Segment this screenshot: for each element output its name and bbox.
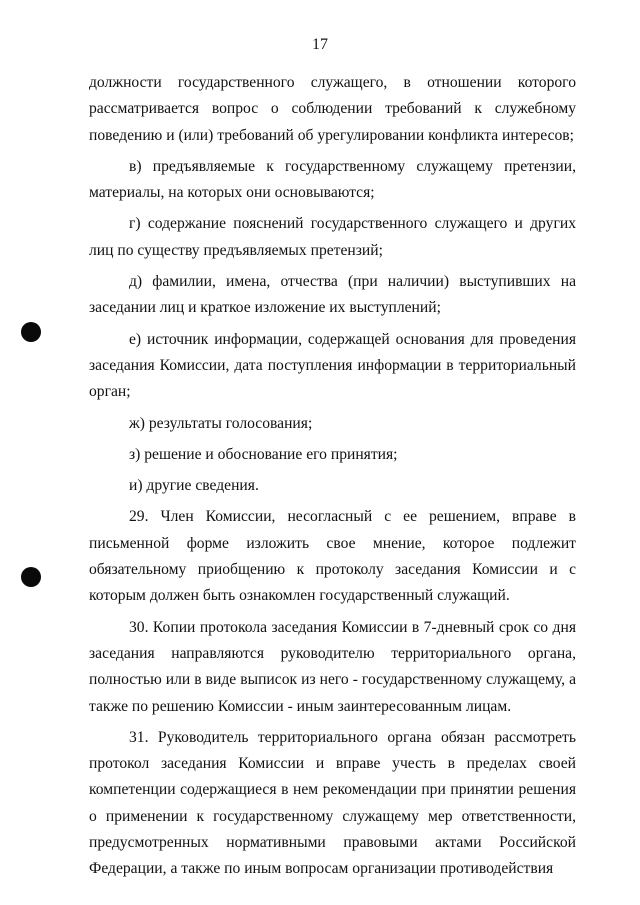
list-item-zh: ж) результаты голосования;	[129, 414, 313, 432]
list-item-d: д) фамилии, имена, отчества (при наличии) выступивших на заседании лиц и краткое изложение их выступлений;	[89, 273, 576, 317]
paragraph-30: 30. Копии протокола заседания Комиссии в 7-дневный срок со дня заседания направляются руководителю территориального органа, полностью или в виде выписок из него - государственному служащему, а также по решению Комиссии - иным заинтересованным лицам.	[89, 618, 576, 715]
list-item-g: г) содержание пояснений государственного служащего и других лиц по существу предъявляемых претензий;	[89, 215, 576, 259]
list-item-v: в) предъявляемые к государственному служащему претензии, материалы, на которых они основываются;	[89, 157, 576, 202]
list-item-z: з) решение и обоснование его принятия;	[129, 445, 398, 463]
paragraph-31: 31. Руководитель территориального органа обязан рассмотреть протокол заседания Комиссии и вправе учесть в пределах своей компетенции содержащиеся в нем рекомендации при принятии решения о применении к государственному служащему мер ответственности, предусмотренных нормативными правовыми актами Российской Федерации, а также по иным вопросам организации противодействия	[89, 728, 576, 878]
punch-hole-icon	[21, 567, 41, 587]
paragraph-29: 29. Член Комиссии, несогласный с ее решением, вправе в письменной форме изложить свое мнение, которое подлежит обязательному приобщению к протоколу заседания Комиссии и с которым должен быть ознакомлен государственный служащий.	[89, 508, 576, 605]
page-number: 17	[312, 36, 328, 53]
paragraph-continuation: должности государственного служащего, в отношении которого рассматривается вопрос о соблюдении требований к служебному поведению и (или) требований об урегулировании конфликта интересов;	[89, 74, 576, 144]
list-item-i: и) другие сведения.	[129, 477, 259, 495]
punch-hole-icon	[21, 322, 41, 342]
list-item-e: е) источник информации, содержащей основания для проведения заседания Комиссии, дата поступления информации в территориальный орган;	[89, 330, 576, 401]
document-body	[89, 70, 576, 888]
